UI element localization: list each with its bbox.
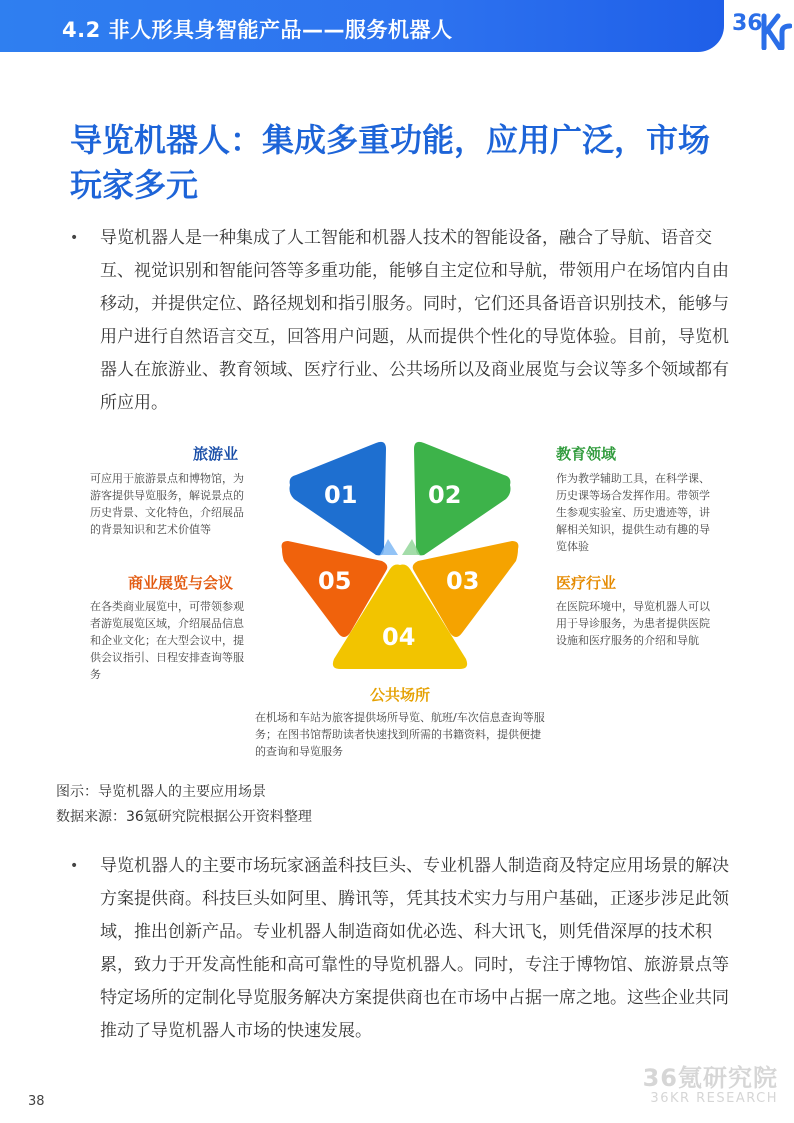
- segment-title-tourism: 旅游业: [193, 445, 239, 463]
- section-title: 4.2 非人形具身智能产品——服务机器人: [62, 18, 453, 42]
- bullet-marker: •: [70, 230, 79, 246]
- segment-num-04: 04: [382, 623, 416, 651]
- 36kr-logo: [730, 2, 792, 50]
- segment-num-01: 01: [324, 481, 358, 509]
- logo-text-36: 36: [732, 11, 763, 36]
- segment-desc-education: 作为教学辅助工具，在科学课、历史课等场合发挥作用。带领学生参观实验室、历史遗迹等，讲解相关知识，提供生动有趣的导览体验: [556, 472, 710, 553]
- segment-title-education: 教育领域: [556, 445, 617, 463]
- page-title: 导览机器人：集成多重功能，应用广泛，市场玩家多元: [70, 121, 711, 204]
- segment-desc-exhibition: 在各类商业展览中，可带领参观者游览展览区域，介绍展品信息和企业文化；在大型会议中，提供会议指引、日程安排查询等服务: [90, 600, 244, 681]
- segment-title-medical: 医疗行业: [556, 574, 617, 592]
- watermark: [628, 1058, 778, 1106]
- segment-num-03: 03: [446, 567, 480, 595]
- segment-title-exhibition: 商业展览与会议: [128, 574, 234, 592]
- segment-num-05: 05: [318, 567, 352, 595]
- data-source: 数据来源：36氪研究院根据公开资料整理: [56, 809, 312, 825]
- segment-title-public: 公共场所: [370, 686, 431, 704]
- page-number: 38: [28, 1094, 45, 1109]
- application-diagram: [280, 437, 520, 673]
- segment-num-02: 02: [428, 481, 462, 509]
- paragraph-intro-text: 导览机器人是一种集成了人工智能和机器人技术的智能设备，融合了导航、语音交互、视觉识别和智能问答等多重功能，能够自主定位和导航，带领用户在场馆内自由移动，并提供定位、路径规划和指引服务。同时，它们还具备语音识别技术，能够与用户进行自然语言交互，回答用户问题，从而提供个性化的导览体验。目前，导览机器人在旅游业、教育领域、医疗行业、公共场所以及商业展览与会议等多个领域都有所应用。: [100, 228, 729, 413]
- paragraph-market-text: 导览机器人的主要市场玩家涵盖科技巨头、专业机器人制造商及特定应用场景的解决方案提供商。科技巨头如阿里、腾讯等，凭其技术实力与用户基础，正逐步涉足此领域，推出创新产品。专业机器人制造商如优必选、科大讯飞，则凭借深厚的技术积累，致力于开发高性能和高可靠性的导览机器人。同时，专注于博物馆、旅游景点等特定场所的定制化导览服务解决方案提供商也在市场中占据一席之地。这些企业共同推动了导览机器人市场的快速发展。: [100, 856, 729, 1041]
- figure-caption: 图示：导览机器人的主要应用场景: [56, 784, 266, 800]
- watermark-cn: 36氪研究院: [642, 1064, 778, 1092]
- segment-desc-medical: 在医院环境中，导览机器人可以用于导诊服务，为患者提供医院设施和医疗服务的介绍和导航: [556, 600, 710, 647]
- segment-desc-tourism: 可应用于旅游景点和博物馆，为游客提供导览服务，解说景点的历史背景、文化特色，介绍展品的背景知识和艺术价值等: [90, 472, 244, 536]
- paragraph-intro: [70, 222, 732, 420]
- paragraph-market: [70, 850, 732, 1048]
- bullet-marker: •: [70, 858, 79, 874]
- watermark-en: 36KR RESEARCH: [650, 1091, 778, 1106]
- segment-desc-public: 在机场和车站为旅客提供场所导览、航班/车次信息查询等服务；在图书馆帮助读者快速找到所需的书籍资料，提供便捷的查询和导览服务: [255, 711, 545, 758]
- header-bar: [0, 0, 724, 52]
